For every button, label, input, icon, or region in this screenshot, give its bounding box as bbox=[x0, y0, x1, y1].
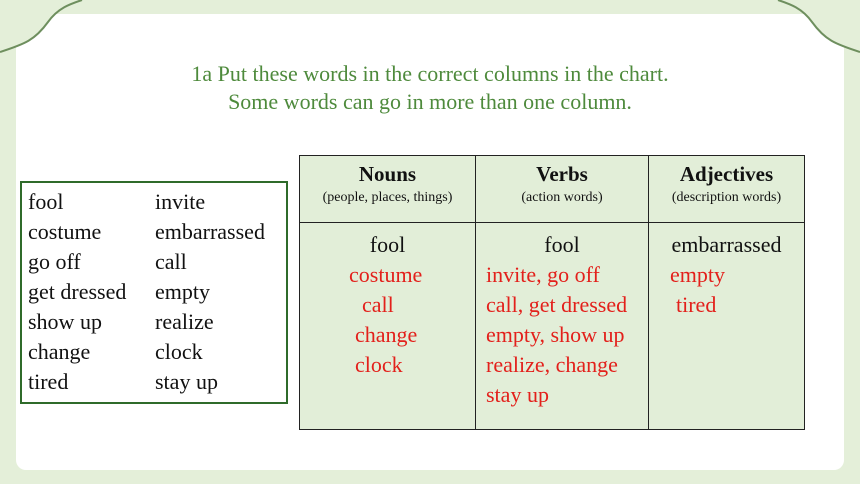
word: go off bbox=[28, 249, 81, 274]
answer-word: call, get dressed bbox=[486, 292, 628, 317]
instruction-line-2: Some words can go in more than one column. bbox=[228, 89, 632, 114]
word-row bbox=[22, 249, 286, 279]
answer-word: tired bbox=[676, 292, 717, 317]
column-heading: Adjectives bbox=[679, 162, 774, 186]
page-curl-left-icon bbox=[0, 0, 90, 60]
instruction-line-1: 1a Put these words in the correct columns in the chart. bbox=[191, 61, 669, 86]
answer-word: stay up bbox=[486, 382, 549, 407]
example-word: fool bbox=[369, 232, 406, 257]
answer-word: empty, show up bbox=[486, 322, 625, 347]
word: embarrassed bbox=[155, 219, 265, 244]
answer-word: invite, go off bbox=[486, 262, 600, 287]
column-heading: Nouns bbox=[358, 162, 417, 186]
column-nouns bbox=[300, 156, 475, 429]
word-row bbox=[22, 309, 286, 339]
word: empty bbox=[155, 279, 210, 304]
word-chart bbox=[299, 155, 805, 430]
word-row bbox=[22, 279, 286, 309]
column-subheading: (action words) bbox=[521, 190, 603, 205]
word: get dressed bbox=[28, 279, 127, 304]
word: invite bbox=[155, 189, 206, 214]
answer-word: realize, change bbox=[486, 352, 618, 377]
word-row bbox=[22, 369, 286, 399]
word: realize bbox=[155, 309, 214, 334]
column-subheading: (people, places, things) bbox=[322, 190, 453, 205]
word: stay up bbox=[155, 369, 218, 394]
word: change bbox=[28, 339, 91, 364]
word: costume bbox=[28, 219, 102, 244]
word: tired bbox=[28, 369, 69, 394]
word: fool bbox=[28, 189, 64, 214]
word-row bbox=[22, 219, 286, 249]
column-heading: Verbs bbox=[536, 162, 588, 186]
word: show up bbox=[28, 309, 102, 334]
answer-word: costume bbox=[349, 262, 423, 287]
word-row bbox=[22, 189, 286, 219]
column-verbs bbox=[476, 156, 648, 429]
word-list-box bbox=[20, 181, 288, 404]
example-word: embarrassed bbox=[671, 232, 782, 257]
example-word: fool bbox=[544, 232, 580, 257]
answer-word: change bbox=[355, 322, 418, 347]
column-adjectives bbox=[649, 156, 804, 429]
word: call bbox=[155, 249, 187, 274]
answer-word: clock bbox=[355, 352, 403, 377]
word: clock bbox=[155, 339, 203, 364]
column-subheading: (description words) bbox=[671, 190, 782, 205]
word-row bbox=[22, 339, 286, 369]
page-curl-right-icon bbox=[770, 0, 860, 60]
answer-word: call bbox=[362, 292, 394, 317]
answer-word: empty bbox=[670, 262, 725, 287]
